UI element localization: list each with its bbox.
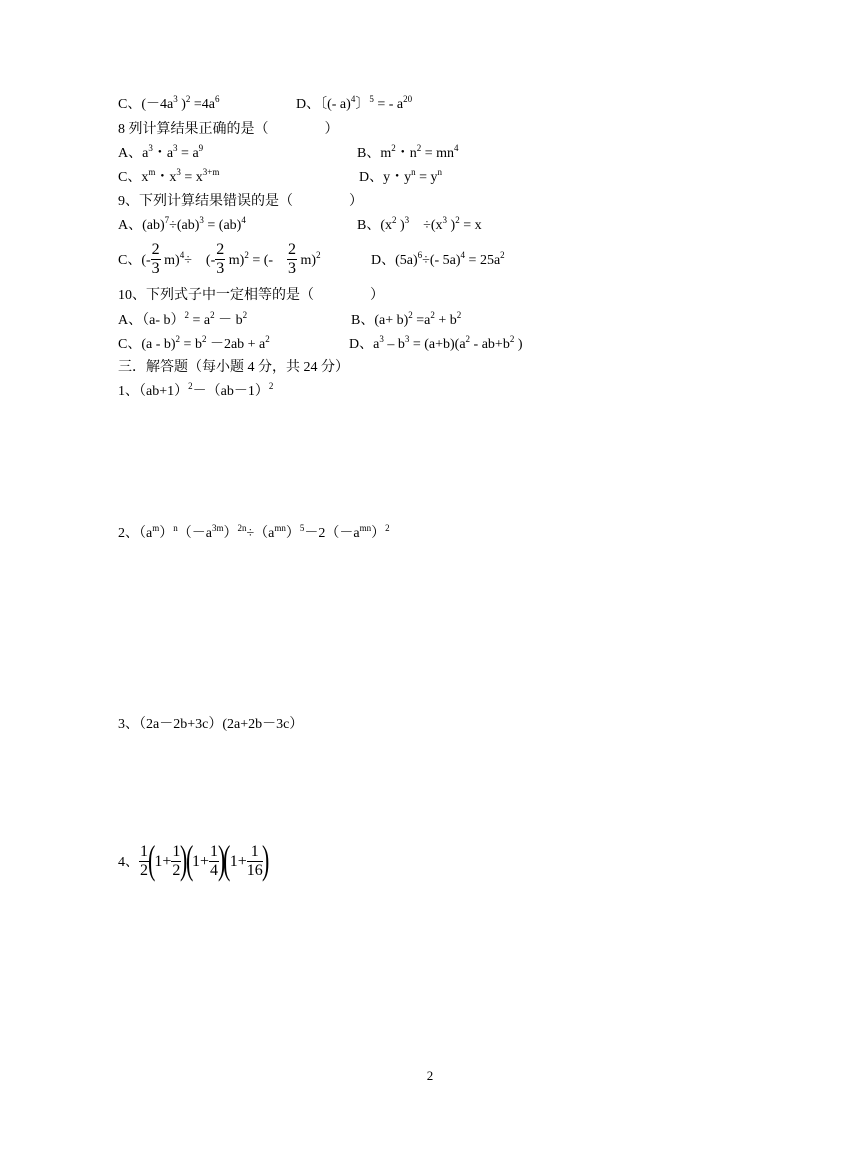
- q9-option-d: D、$(5a)^6\div(-$ $5a)^4 = 25a^2$: [371, 250, 505, 268]
- right-paren-icon: ): [180, 836, 188, 882]
- q8-stem: 8 列计算结果正确的是（ ）: [118, 122, 339, 137]
- fraction-two-thirds: $\frac{2}{3}$: [151, 241, 160, 278]
- fraction-1-4: $\frac{1}{4}$: [210, 843, 219, 880]
- problem-1: 1、$(ab+1)^2-(ab-1)^2$: [118, 381, 274, 399]
- problem-3: 3、（2a－2b+3c）(2a+2b－3c）: [118, 717, 304, 732]
- fraction-two-thirds: $\frac{2}{3}$: [288, 241, 297, 278]
- q7-option-d: D、〔(- a)$^4$〕$^5$ = - $a^{20}$: [296, 94, 413, 112]
- q9-option-b: B、($x^2$ )$^3$ $\div(x^3$ )$^2$ = x: [357, 215, 482, 233]
- left-paren-icon: (: [147, 836, 156, 882]
- q8-option-d: D、y・$y^n = y^n$: [359, 167, 443, 185]
- right-paren-icon: ): [218, 836, 226, 882]
- right-paren-icon: ): [261, 836, 270, 882]
- fraction-1-16: $\frac{1}{16}$: [246, 843, 263, 880]
- problem-4: 4、 $\frac{1}{2}$ (1+ $\frac{1}{2}$ )(1+ $\frac{1}{4}$ )(1+ $\frac{1}{16}$ ): [118, 836, 270, 882]
- q10-option-b: B、$(a+ b)^2 =a^2 + b^2$: [351, 310, 462, 328]
- q9-stem: 9、下列计算结果错误的是（ ）: [118, 194, 363, 209]
- q10-option-c: C、$(a - b)^2 = b^2 -2ab + a^2$: [118, 334, 270, 352]
- fraction-1-2: $\frac{1}{2}$: [172, 843, 181, 880]
- q8-option-a: A、$a^3$・$a^3 = a^9$: [118, 143, 204, 161]
- q8-option-c: C、$x^m$・$x^3 = x^{3+m}$: [118, 167, 220, 185]
- page-number: 2: [426, 1068, 434, 1083]
- q9-option-a: A、(ab)$^7$÷(ab)$^3$ = (ab)$^4$: [118, 215, 246, 233]
- left-paren-icon: (: [223, 836, 231, 882]
- problem-2: 2、$(a^m)^n(-a^{3m})^{2n}\div(a^{mn})^5-2(-a^{mn})^2$: [118, 523, 390, 541]
- q8-option-b: B、$m^2$・$n^2 = mn^4$: [357, 143, 459, 161]
- fraction-half: $\frac{1}{2}$: [140, 843, 148, 880]
- left-paren-icon: (: [185, 836, 194, 882]
- q10-option-d: D、$a^3 - b^3 = (a+b)(a^2 - ab+b^2$ ): [349, 334, 523, 352]
- section-heading: 三．解答题（每小题 4 分，共 24 分）: [118, 360, 349, 375]
- fraction-two-thirds: $\frac{2}{3}$: [216, 241, 225, 278]
- q9-option-c: C、(- $\frac{2}{3}$ m)$^4$÷ (- $\frac{2}{3}$ m)$^2$ = (- $\frac{2}{3}$ m)$^2$: [118, 241, 321, 278]
- q7-option-c: C、($-4a^3$ )$^2 =4a^6$: [118, 94, 220, 112]
- q10-stem: 10、下列式子中一定相等的是（ ）: [118, 288, 384, 303]
- q10-option-a: A、（a- $b)^2 = a^2 - b^2$: [118, 310, 248, 328]
